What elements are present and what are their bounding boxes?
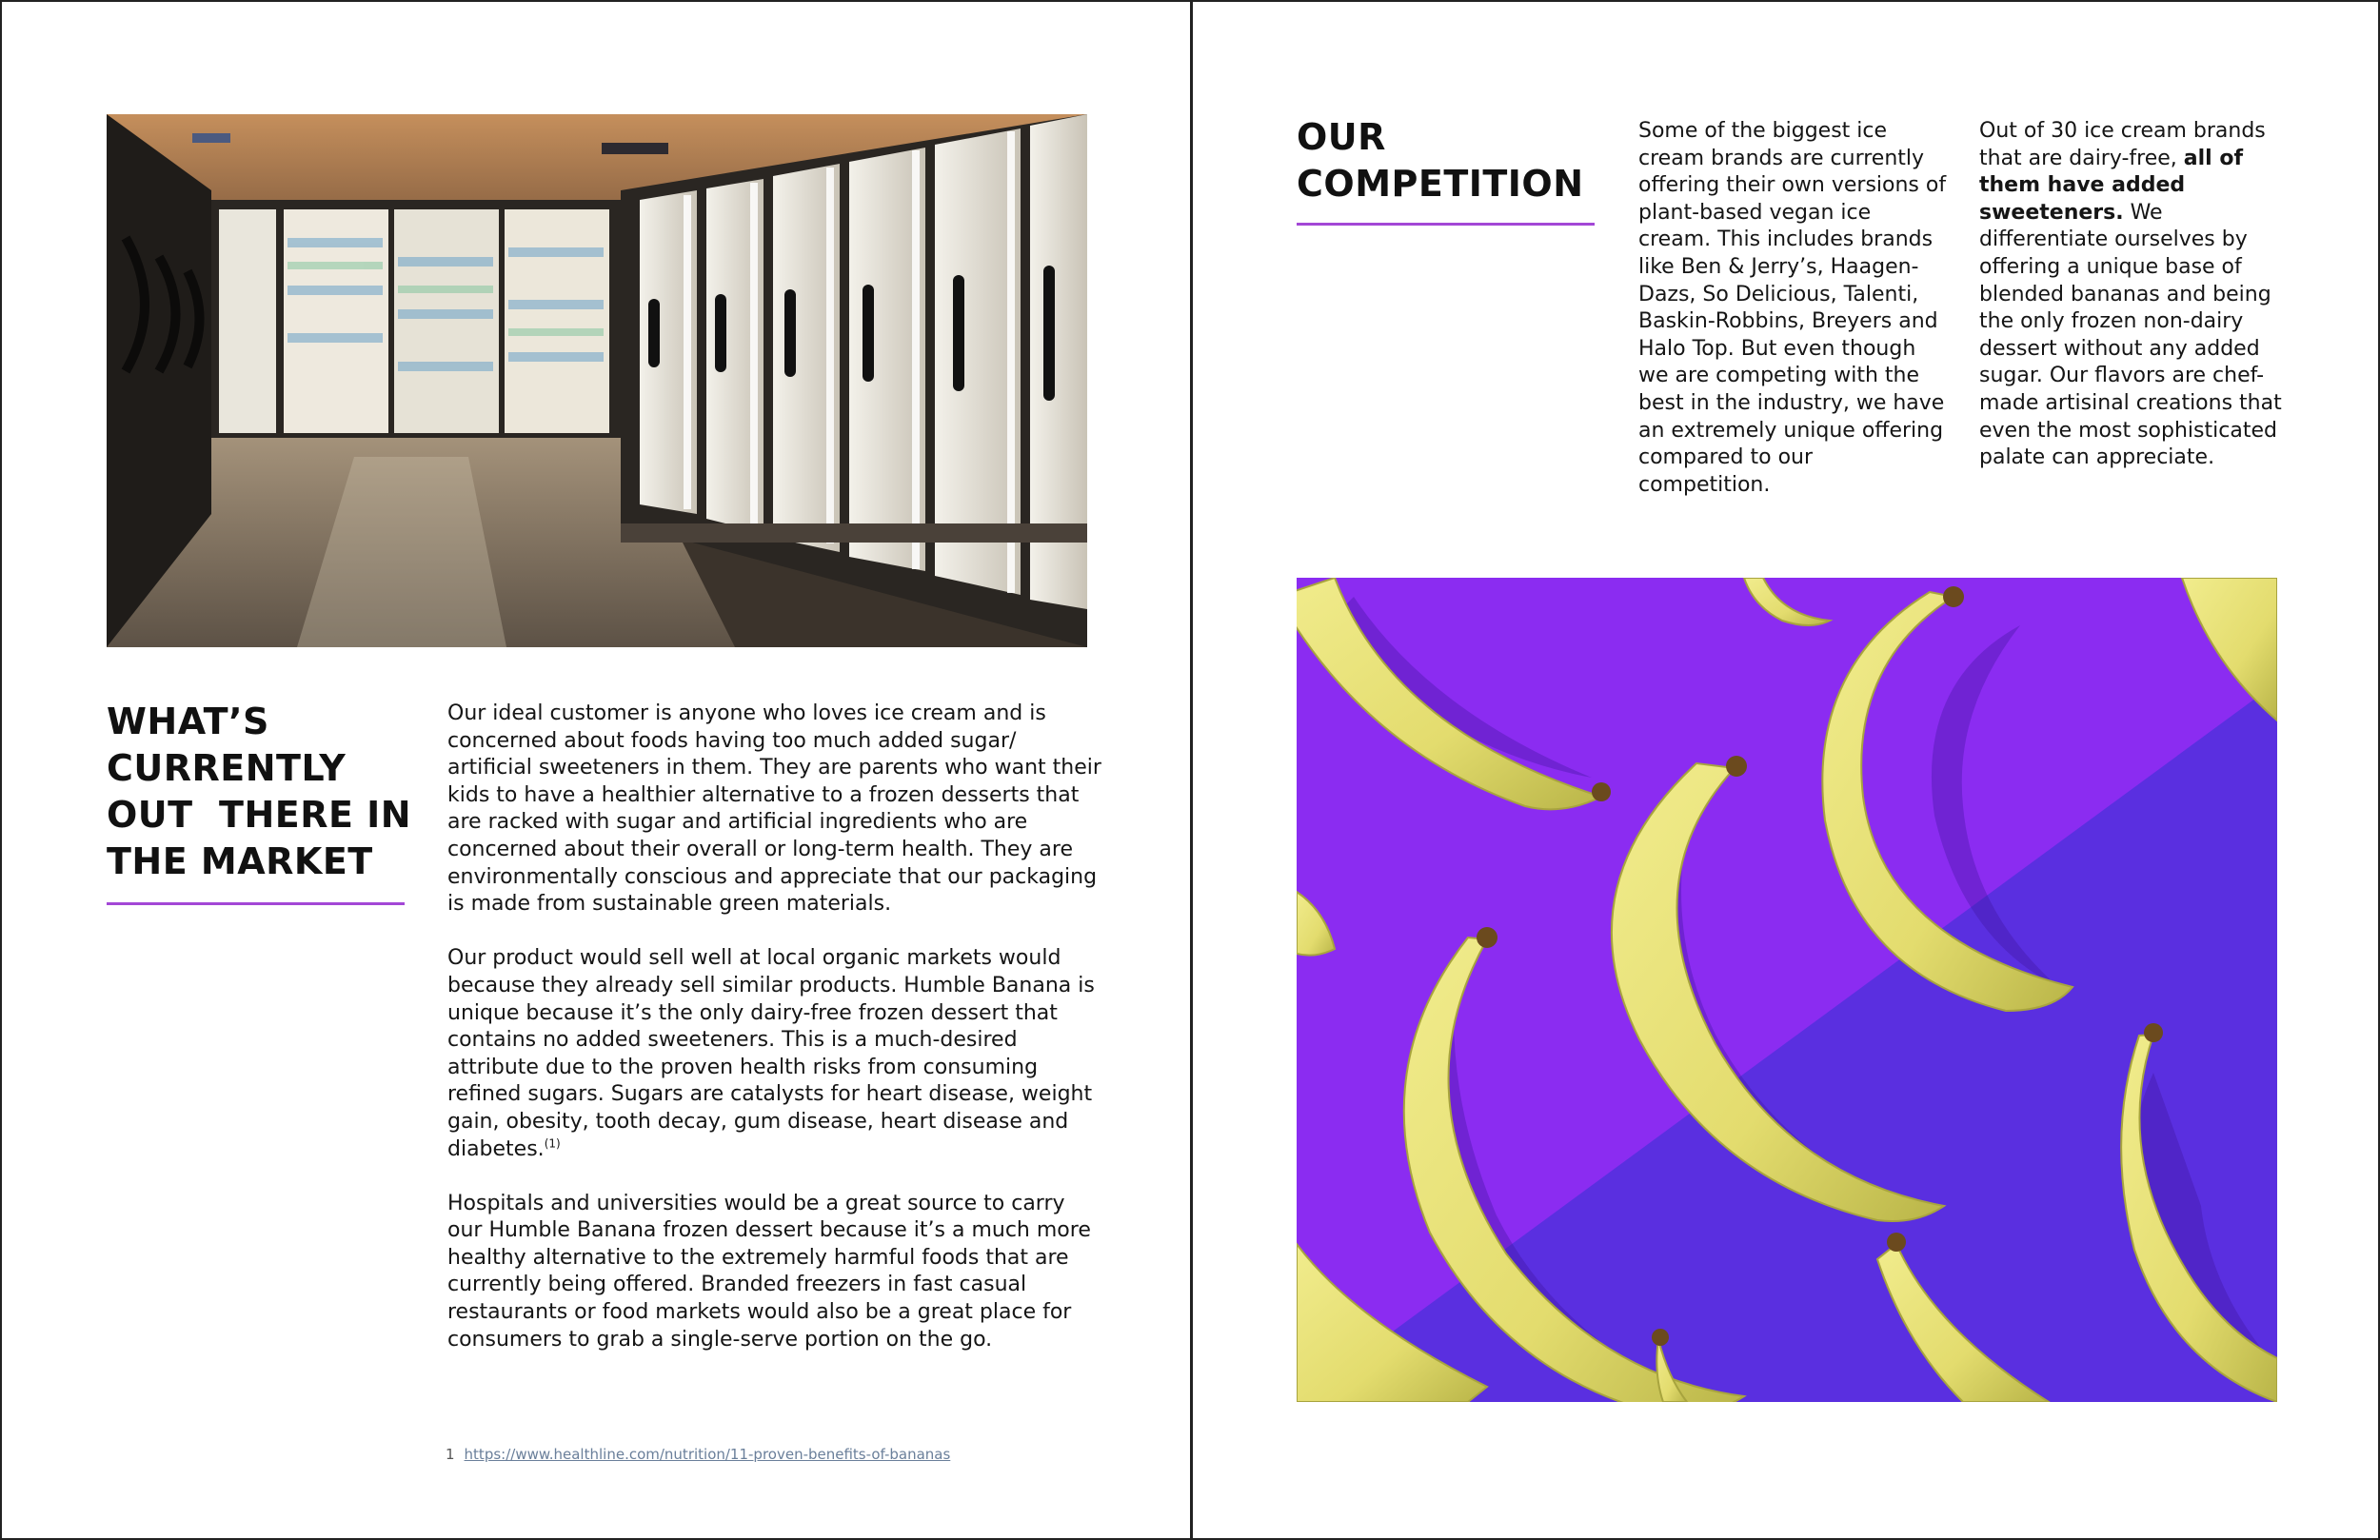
competition-column-2-text: We differentiate ourselves by offering a unique base of blended bananas and being the only frozen non-dairy dessert without any added sugar. Our flavors are chef-made artisinal creations that even the most sophisticated palate can appreciate. [1979,200,2282,470]
market-paragraph: Hospitals and universities would be a great source to carry our Humble Banana frozen dessert because it’s a much more healthy alternative to the extremely harmful foods that are currently being offered. Branded freezers in fast casual restaurants or food markets would also be a great place for consumers to grab a single-serve portion on the go. [447,1191,1091,1352]
competition-column-1: Some of the biggest ice cream brands are currently offering their own versions of plant-based vegan ice cream. This includes brands like Ben & Jerry’s, Haagen-Dazs, So Delicious, Talenti, Baskin-Robbins, Breyers and Halo Top. But even though we are competing with the best in the industry, we have an extremely unique offering compared to our competition. [1638,119,1947,497]
market-paragraph: Our ideal customer is anyone who loves ice cream and is concerned about foods having too much added sugar/ artificial sweeteners in them. They are parents who want their kids to have a healthier alternative to a frozen desserts that are racked with sugar and artificial ingredients who are concerned about their overall or long-term health. They are environmentally conscious and appreciate that our packaging is made from sustainable green materials. [447,701,1101,917]
bananas-photo [1297,578,2277,1402]
market-heading-line: CURRENTLY [107,747,347,789]
right-page [1193,2,2380,1540]
competition-heading-divider [1297,223,1595,226]
competition-heading-line: OUR [1297,116,1386,158]
footnote [446,1446,950,1463]
footnote-reference[interactable]: (1) [544,1136,561,1151]
market-body [447,701,1104,1381]
market-heading [107,699,411,885]
market-paragraph-text: Our product would sell well at local organic markets would because they already sell similar products. Humble Banana is unique because it’s the only dairy-free frozen dessert that contains no added sweeteners. This is a much-desired attribute due to the proven health risks from consuming refined sugars. Sugars are catalysts for heart disease, weight gain, obesity, tooth decay, gum disease, heart disease and diabetes. [447,946,1095,1161]
market-heading-line: OUT THERE IN [107,794,412,836]
competition-heading [1297,114,1601,207]
competition-column-2-text: Out of 30 ice cream brands that are dairy-free, [1979,119,2266,170]
footnote-number: 1 [446,1446,455,1463]
market-paragraph [447,945,1104,1163]
left-page [2,2,1190,1540]
market-heading-line: THE MARKET [107,840,373,882]
competition-column-2-emphasis: all of them have added sweeteners. [1979,146,2244,225]
bananas-photo-icon [1297,578,2277,1402]
market-heading-divider [107,902,405,905]
freezer-aisle-photo [107,114,1087,647]
competition-heading-line: COMPETITION [1297,163,1584,205]
footnote-link[interactable]: https://www.healthline.com/nutrition/11-proven-benefits-of-bananas [464,1446,951,1463]
competition-column-2 [1979,118,2293,472]
market-heading-line: WHAT’S [107,701,269,742]
freezer-aisle-photo-icon [107,114,1087,647]
